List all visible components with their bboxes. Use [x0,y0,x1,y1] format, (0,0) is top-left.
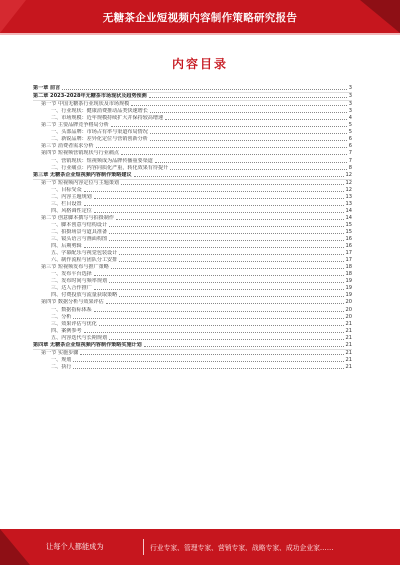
toc-leader-dots [150,112,347,113]
toc-entry-page: 5 [348,122,352,129]
toc-entry[interactable] [33,285,352,292]
toc-entry-title: 二、发布时间与频率规划 [51,278,108,285]
toc-entry-page: 15 [345,221,352,228]
toc-leader-dots [150,133,347,134]
toc-entry-title: 四、付费投放与流量获取策略 [51,292,118,299]
toc-entry[interactable] [33,136,352,143]
toc-entry[interactable] [33,335,352,342]
toc-leader-dots [119,254,343,255]
toc-leader-dots [121,184,343,185]
toc-entry[interactable] [33,350,352,357]
toc-entry-page: 8 [348,164,352,171]
toc-entry-page: 12 [345,179,352,186]
toc-leader-dots [119,296,343,297]
toc-entry-page: 3 [348,85,352,92]
toc-entry-page: 12 [345,171,352,178]
toc-entry-title: 四、案例参考 [51,327,82,334]
toc-entry[interactable] [33,328,352,335]
toc-leader-dots [109,339,343,340]
toc-heading: 内容目录 [171,57,228,71]
toc-entry[interactable] [33,278,352,285]
toc-entry-page: 21 [345,320,352,327]
toc-entry[interactable] [33,215,352,222]
toc-entry-title: 二、执行 [51,363,72,370]
toc-leader-dots [94,311,344,312]
toc-entry[interactable] [33,236,352,243]
page-footer [0,529,400,565]
toc-entry[interactable] [33,201,352,208]
toc-entry-title: 第二节 创意脚本撰写与拍摄制作 [41,214,114,221]
footer-lead-text: 让每个人都能成为 [46,542,104,551]
toc-entry-page: 21 [345,356,352,363]
toc-entry-title: 二、行业痛点：内容同质化严重，转化效果有待提升 [51,164,169,171]
toc-leader-dots [84,205,344,206]
toc-leader-dots [111,126,347,127]
toc-entry-title: 三、栏目设置 [51,200,82,207]
toc-leader-dots [94,198,344,199]
toc-entry-title: 六、制作流程与团队分工安排 [51,257,118,264]
toc-leader-dots [62,89,347,90]
toc-entry-page: 17 [345,257,352,264]
toc-leader-dots [109,233,343,234]
toc-entry-title: 一、营销现状：短视频成为品牌传播重要渠道 [51,157,153,164]
toc-leader-dots [149,97,347,98]
toc-leader-dots [111,268,344,269]
toc-entry-title: 二、市场规模：近年规模持续扩大并保持较高增速 [51,115,164,122]
toc-leader-dots [109,226,343,227]
toc-entry-page: 13 [345,200,352,207]
toc-entry-title: 二、新锐品牌：差异化定位与营销创新分析 [51,136,148,143]
footer-divider [143,539,144,555]
toc-entry-page: 6 [348,136,352,143]
toc-entry[interactable] [33,122,352,129]
toc-entry-page: 20 [345,313,352,320]
toc-entry[interactable] [33,143,352,150]
toc-leader-dots [73,368,343,369]
toc-leader-dots [170,169,347,170]
toc-leader-dots [80,354,343,355]
toc-entry-title: 一、头部品牌：市场占有率与渠道布局情况 [51,129,148,136]
toc-entry[interactable] [33,321,352,328]
toc-entry-title: 二、分析 [51,313,72,320]
toc-entry-page: 21 [345,341,352,348]
toc-entry[interactable] [33,292,352,299]
toc-entry-page: 12 [345,186,352,193]
toc-leader-dots [94,275,344,276]
toc-entry-title: 一、目标受众 [51,186,82,193]
toc-leader-dots [94,212,344,213]
toc-entry-title: 四、风格调性定位 [51,207,92,214]
toc-entry-title: 三、效果评估与优化 [51,320,97,327]
header-divider [0,33,400,35]
toc-entry-page: 4 [348,115,352,122]
toc-leader-dots [109,240,343,241]
toc-entry-title: 一、发布平台选择 [51,271,92,278]
toc-entry[interactable] [33,357,352,364]
toc-leader-dots [150,140,347,141]
toc-leader-dots [106,303,344,304]
toc-entry-page: 19 [345,292,352,299]
toc-leader-dots [121,154,347,155]
toc-entry[interactable] [33,157,352,164]
toc-entry[interactable] [33,306,352,313]
toc-entry[interactable] [33,250,352,257]
toc-entry-page: 3 [348,93,352,100]
toc-entry[interactable] [33,229,352,236]
toc-entry-page: 6 [348,143,352,150]
toc-entry-page: 14 [345,207,352,214]
toc-entry[interactable] [33,85,352,93]
toc-entry[interactable] [33,115,352,122]
toc-entry-page: 19 [345,278,352,285]
footer-roles-text: 行业专家、管理专家、营销专家、战略专家、成功企业家…… [150,544,334,552]
toc-entry[interactable] [33,257,352,264]
toc-entry-page: 18 [345,264,352,271]
toc-entry-title: 第三节 消费者需求分析 [41,143,94,150]
toc-entry-title: 第三节 短视频发布与推广策略 [41,264,109,271]
report-title: 无糖茶企业短视频内容制作策略研究报告 [102,12,298,24]
toc-entry-title: 一、规划 [51,356,72,363]
toc-entry[interactable] [33,222,352,229]
table-of-contents [33,85,352,371]
toc-entry[interactable] [33,129,352,136]
toc-entry-title: 三、达人合作推广 [51,285,92,292]
toc-entry[interactable] [33,150,352,157]
toc-leader-dots [131,105,347,106]
toc-entry[interactable] [33,108,352,115]
toc-entry-page: 15 [345,228,352,235]
toc-leader-dots [116,219,344,220]
toc-entry[interactable] [33,208,352,215]
toc-entry-title: 五、字幕配乐与视觉包装设计 [51,250,118,257]
toc-leader-dots [84,332,344,333]
toc-entry-page: 20 [345,299,352,306]
toc-entry[interactable] [33,271,352,278]
toc-entry-title: 三、镜头语言与画面构图 [51,236,108,243]
toc-leader-dots [119,261,343,262]
toc-entry-title: 一、脚本创意与结构设计 [51,221,108,228]
toc-entry-title: 一、行业现状：健康消费推动品类快速增长 [51,108,148,115]
toc-entry-title: 第一章 前言 [33,85,61,92]
toc-entry-title: 第一节 中国无糖茶行业现状及市场规模 [41,101,130,108]
toc-leader-dots [144,346,344,347]
toc-entry-page: 5 [348,129,352,136]
toc-entry-page: 21 [345,349,352,356]
toc-entry[interactable] [33,364,352,371]
toc-entry-title: 第三章 无糖茶企业短视频内容制作策略建议 [33,171,132,178]
toc-entry-title: 第四章 无糖茶企业短视频内容制作策略实施计划 [33,341,142,348]
page-header [0,0,400,33]
toc-entry[interactable] [33,342,352,350]
toc-entry-page: 3 [348,108,352,115]
toc-entry-page: 21 [345,327,352,334]
toc-entry-title: 二、拍摄场景与道具准备 [51,228,108,235]
toc-entry-page: 19 [345,285,352,292]
toc-entry-title: 第一节 实施步骤 [41,349,79,356]
toc-entry-title: 第二章 2023-2028年无糖茶市场现状及趋势预测 [33,93,147,100]
toc-leader-dots [134,176,344,177]
toc-entry-title: 四、后期剪辑 [51,243,82,250]
toc-entry-title: 第四节 数据分析与效果评估 [41,299,104,306]
toc-entry-page: 20 [345,306,352,313]
toc-leader-dots [96,147,347,148]
toc-leader-dots [73,318,343,319]
toc-entry[interactable] [33,314,352,321]
toc-entry-page: 21 [345,334,352,341]
toc-leader-dots [73,361,343,362]
toc-leader-dots [99,325,344,326]
toc-entry[interactable] [33,101,352,108]
toc-entry-page: 13 [345,193,352,200]
toc-entry[interactable] [33,93,352,101]
toc-leader-dots [109,282,343,283]
toc-leader-dots [165,119,347,120]
toc-entry-page: 18 [345,271,352,278]
toc-entry[interactable] [33,172,352,180]
toc-entry-title: 一、数据指标体系 [51,306,92,313]
toc-entry[interactable] [33,299,352,306]
toc-entry[interactable] [33,180,352,187]
toc-entry-title: 第四节 短视频营销现状与行业痛点 [41,150,120,157]
toc-entry-title: 二、内容主题规划 [51,193,92,200]
toc-entry[interactable] [33,243,352,250]
toc-entry-title: 第二节 主要品牌竞争格局分析 [41,122,109,129]
toc-leader-dots [94,289,344,290]
toc-entry[interactable] [33,194,352,201]
toc-entry-title: 五、内容迭代与长期规划 [51,334,108,341]
toc-entry-title: 第一节 短视频内容定位与主题策划 [41,179,120,186]
toc-leader-dots [155,162,347,163]
toc-entry-page: 7 [348,157,352,164]
toc-entry-page: 14 [345,214,352,221]
toc-entry[interactable] [33,264,352,271]
toc-entry-page: 16 [345,243,352,250]
toc-entry[interactable] [33,187,352,194]
toc-entry-page: 16 [345,236,352,243]
toc-leader-dots [84,191,344,192]
toc-leader-dots [84,247,344,248]
toc-entry-page: 3 [348,101,352,108]
toc-entry-page: 17 [345,250,352,257]
toc-entry[interactable] [33,165,352,172]
toc-entry-page: 7 [348,150,352,157]
footer-accent [0,529,30,565]
toc-entry-page: 21 [345,363,352,370]
